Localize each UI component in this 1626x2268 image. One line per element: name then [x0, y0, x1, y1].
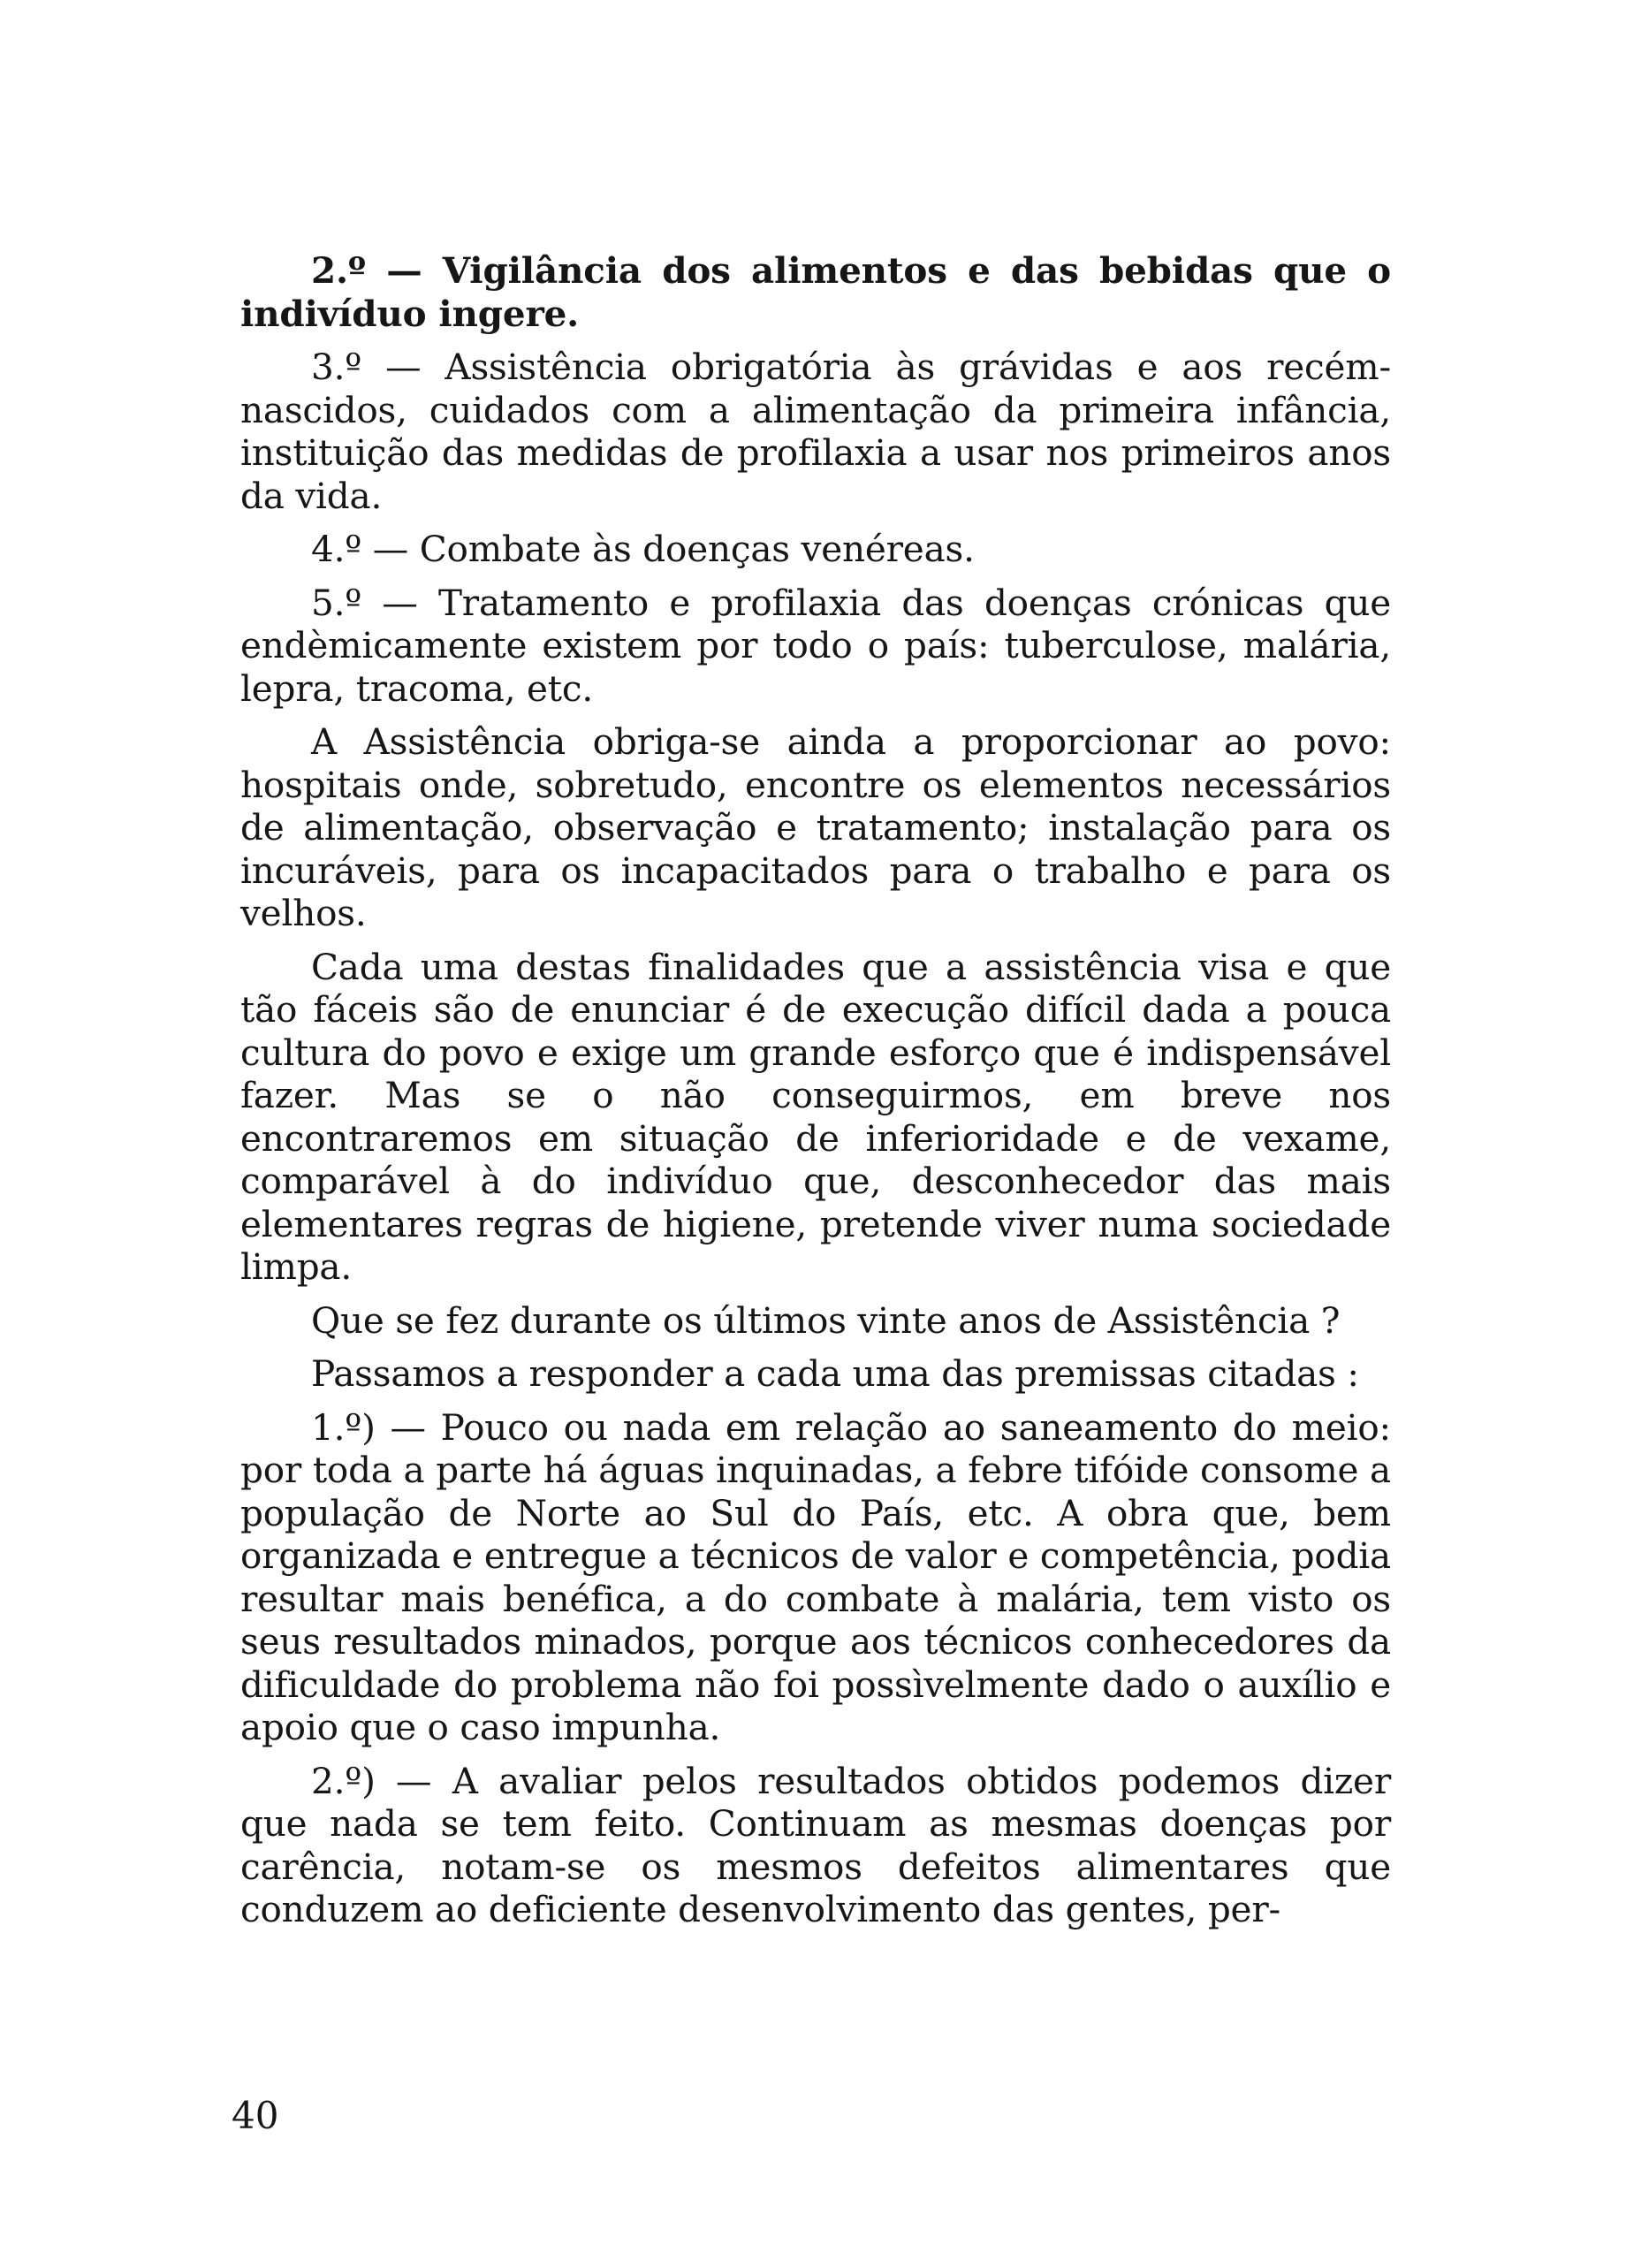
- paragraph-item-3: 3.º — Assistência obrigatória às grávidas e aos recém-nascidos, cuidados com a alimentação da primeira infância, instituição das medidas de profilaxia a usar nos primeiros anos da vida.: [240, 346, 1391, 517]
- paragraph-question: Que se fez durante os últimos vinte anos de Assistência ?: [311, 1298, 1341, 1342]
- body-text: [240, 249, 1391, 1942]
- paragraph-item-2: 2.º — Vigilância dos alimentos e das bebidas que o indivíduo ingere.: [240, 249, 1391, 335]
- page-number: 40: [232, 2094, 279, 2137]
- paragraph-assistance-obligations: A Assistência obriga-se ainda a proporcionar ao povo: hospitais onde, sobretudo, encontre os elementos necessários de alimentação, observação e tratamento; instalação para os incuráveis, para os incapacitados para o trabalho e para os velhos.: [240, 720, 1391, 934]
- paragraph-finalities: Cada uma destas finalidades que a assistência visa e que tão fáceis são de enunciar é de execução difícil dada a pouca cultura do povo e exige um grande esforço que é indispensável fazer. Mas se o não conseguirmos, em breve nos encontraremos em situação de inferioridade e de vexame, comparável à do indivíduo que, desconhecedor das mais elementares regras de higiene, pretende viver numa sociedade limpa.: [240, 945, 1391, 1288]
- paragraph-response-2: 2.º) — A avaliar pelos resultados obtidos podemos dizer que nada se tem feito. Continuam as mesmas doenças por carência, notam-se os mesmos defeitos alimentares que conduzem ao deficiente desenvolvimento das gentes, per-: [240, 1759, 1391, 1930]
- paragraph-response-intro: Passamos a responder a cada uma das premissas citadas :: [311, 1352, 1359, 1395]
- paragraph-response-1: 1.º) — Pouco ou nada em relação ao saneamento do meio: por toda a parte há águas inquinadas, a febre tifóide consome a população de Norte ao Sul do País, etc. A obra que, bem organizada e entregue a técnicos de valor e competência, podia resultar mais benéfica, a do combate à malária, tem visto os seus resultados minados, porque aos técnicos conhecedores da dificuldade do problema não foi possìvelmente dado o auxílio e apoio que o caso impunha.: [240, 1405, 1391, 1748]
- paragraph-item-5: 5.º — Tratamento e profilaxia das doenças crónicas que endèmicamente existem por todo o país: tuberculose, malária, lepra, tracoma, etc.: [240, 581, 1391, 710]
- paragraph-item-4: 4.º — Combate às doenças venéreas.: [311, 528, 975, 570]
